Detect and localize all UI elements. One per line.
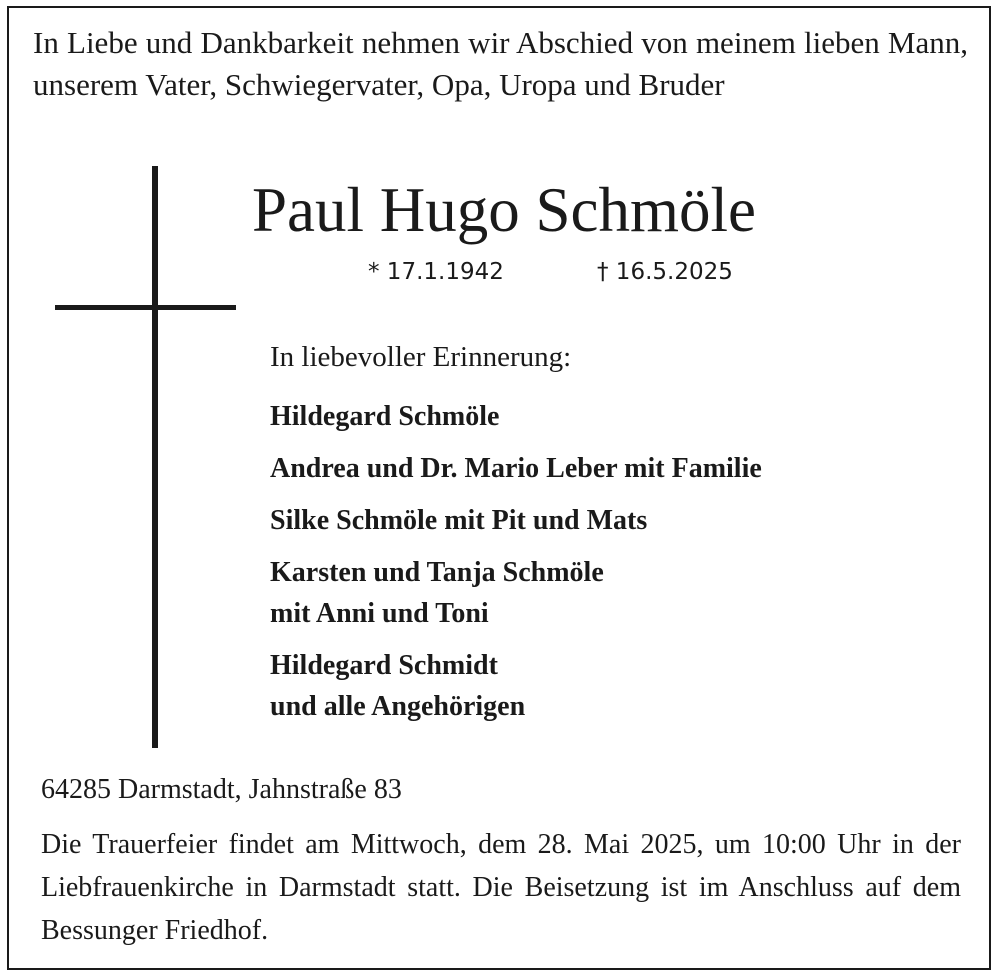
family-address: 64285 Darmstadt, Jahnstraße 83 (41, 774, 402, 805)
mourner-entry: Hildegard Schmidt und alle Angehörigen (270, 650, 526, 722)
mourner-entry: Hildegard Schmöle (270, 401, 500, 432)
ceremony-info: Die Trauerfeier findet am Mittwoch, dem 28. Mai 2025, um 10:00 Uhr in der Liebfrauenkirche in Darmstadt statt. Die Beisetzung ist im Anschluss auf dem Bessunger Friedhof. (41, 829, 961, 946)
mourner-entry: Karsten und Tanja Schmöle mit Anni und Toni (270, 557, 604, 629)
deceased-name: Paul Hugo Schmöle (252, 175, 756, 245)
death-date: † 16.5.2025 (597, 259, 733, 285)
memory-heading: In liebevoller Erinnerung: (270, 341, 572, 373)
birth-date: * 17.1.1942 (368, 259, 504, 285)
cross-icon-crossbar (55, 305, 236, 310)
mourners-list (270, 396, 762, 738)
mourner-entry: Andrea und Dr. Mario Leber mit Familie (270, 453, 762, 484)
intro-text: In Liebe und Dankbarkeit nehmen wir Abschied von meinem lieben Mann, unserem Vater, Schwiegervater, Opa, Uropa und Bruder (33, 25, 968, 102)
cross-icon (152, 166, 158, 748)
mourner-entry: Silke Schmöle mit Pit und Mats (270, 505, 648, 536)
